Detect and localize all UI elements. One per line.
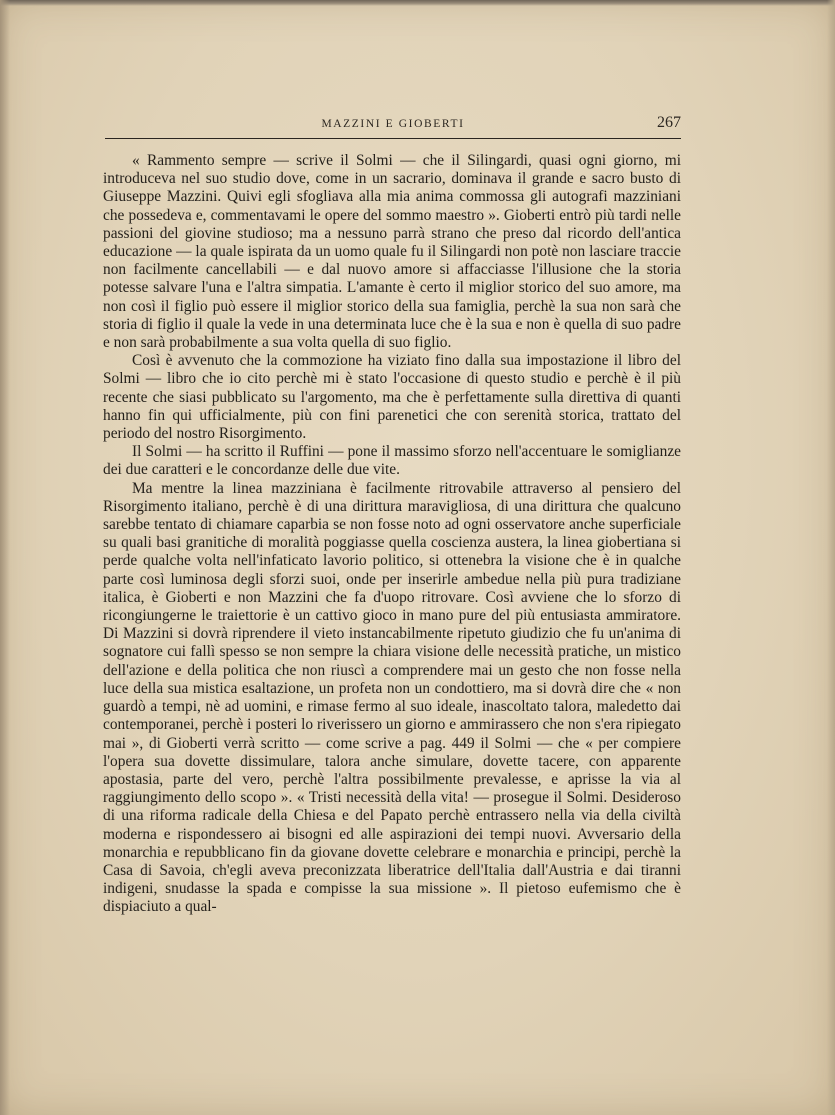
paragraph: « Rammento sempre — scrive il Solmi — che il Silingardi, quasi ogni giorno, mi introduceva nel suo studio dove, come in un sacrario, dominava il grande e sacro busto di Giuseppe Mazzini. Quivi egli sfogliava alla mia anima commossa gli autografi mazziniani che possedeva e, commentavami le opere del sommo maestro ». Gioberti entrò più tardi nelle passioni del giovine studioso; ma a nessuno parrà strano che preso dal ricordo dell'antica educazione — la quale ispirata da un uomo quale fu il Silingardi non potè non lasciare traccie non facilmente cancellabili — e dal nuovo amore si affacciasse l'illusione che la storia potesse salvare l'una e l'altra simpatia. L'amante è certo il miglior storico del suo amore, ma non così il figlio può essere il miglior storico della sua famiglia, perchè la sua non sarà che storia di figlio il quale la vede in una determinata luce che è la sua e non è quella di suo padre e non sarà probabilmente a sua volta quella di suo figlio.: [103, 152, 681, 352]
page-header: [105, 114, 681, 139]
body-text: [103, 152, 681, 917]
running-head: MAZZINI E GIOBERTI: [321, 118, 465, 130]
paragraph: Così è avvenuto che la commozione ha viziato fino dalla sua impostazione il libro del Solmi — libro che io cito perchè mi è stato l'occasione di questo studio e perchè è il più recente che siasi pubblicato su l'argomento, ma che è perfettamente sulla direttiva di quanti hanno fin qui ufficialmente, più con fini parenetici che con serenità storica, trattato del periodo del nostro Risorgimento.: [103, 352, 681, 443]
page-number: 267: [657, 114, 681, 131]
page-top-edge: [0, 0, 835, 6]
paragraph: Il Solmi — ha scritto il Ruffini — pone il massimo sforzo nell'accentuare le somiglianze dei due caratteri e le concordanze delle due vite.: [103, 443, 681, 479]
page-left-edge: [0, 0, 10, 1115]
paragraph: Ma mentre la linea mazziniana è facilmente ritrovabile attraverso al pensiero del Risorgimento italiano, perchè è di una dirittura maravigliosa, di una dirittura che qualcuno sarebbe tentato di chiamare caparbia se non fosse noto ad ogni osservatore anche superficiale su quali basi granitiche di moralità poggiasse quella coscienza austera, la linea giobertiana si perde qualche volta nell'infaticato lavorio politico, si ottenebra la visione che è in qualche parte così luminosa degli sforzi suoi, onde per inserirle ambedue nella più pura tradiziane italica, è Gioberti e non Mazzini che fa d'uopo ritrovare. Così avviene che lo sforzo di ricongiungerne le traiettorie è un cattivo gioco in mano pure del più entusiasta ammiratore. Di Mazzini si dovrà riprendere il vieto instancabilmente ripetuto giudizio che fu un'anima di sognatore cui fallì spesso se non sempre la chiara visione delle necessità pratiche, un mistico dell'azione e della politica che non riuscì a comprendere mai un gesto che non fosse nella luce della sua mistica esaltazione, un profeta non un condottiero, ma si dovrà dire che « non guardò a tempi, nè ad uomini, e rimase fermo al suo ideale, inascoltato talora, maledetto dai contemporanei, perchè i posteri lo riverissero un giorno e ammirassero che non s'era ripiegato mai », di Gioberti verrà scritto — come scrive a pag. 449 il Solmi — che « per compiere l'opera sua dovette dissimulare, talora anche simulare, dovette tacere, con apparente apostasia, parte del vero, perchè l'altra possibilmente prevalesse, e aprisse la via al raggiungimento dello scopo ». « Tristi necessità della vita! — prosegue il Solmi. Desideroso di una riforma radicale della Chiesa e del Papato perchè entrassero nella via della civiltà moderna e rispondessero ai bisogni ed alle aspirazioni dei tempi nuovi. Avversario della monarchia e repubblicano fin da giovane dovette celebrare e monarchia e principi, perchè la Casa di Savoia, ch'egli aveva preconizzata liberatrice dell'Italia dall'Austria e dai tiranni indigeni, snudasse la spada e compisse la sua missione ». Il pietoso eufemismo che è dispiaciuto a qual-: [103, 479, 681, 916]
page-right-edge: [827, 0, 835, 1115]
